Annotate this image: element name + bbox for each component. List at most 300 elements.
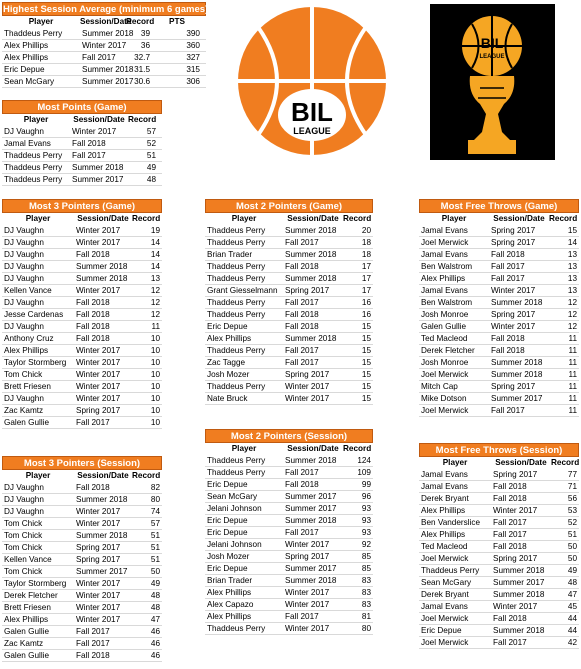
record-cell: 12	[567, 298, 577, 307]
session-cell: Summer 2018	[82, 65, 134, 74]
player-cell: Thaddeus Perry	[207, 226, 266, 235]
record-cell: 96	[361, 492, 371, 501]
player-cell: Tom Chick	[4, 543, 43, 552]
player-cell: Alex Phillips	[4, 615, 49, 624]
record-cell: 52	[567, 518, 577, 527]
player-cell: Thaddeus Perry	[207, 238, 266, 247]
record-cell: 52	[146, 139, 156, 148]
record-cell: 93	[361, 504, 371, 513]
table-row	[205, 381, 373, 393]
session-cell: Fall 2018	[72, 139, 106, 148]
table-row	[205, 563, 373, 575]
table-row	[2, 225, 162, 237]
table-row	[419, 541, 579, 553]
session-cell: Fall 2017	[491, 274, 525, 283]
table-row	[419, 237, 579, 249]
player-cell: Zac Kamtz	[4, 406, 44, 415]
table-row	[419, 405, 579, 417]
player-cell: Derek Fletcher	[421, 346, 475, 355]
record-cell: 80	[150, 495, 160, 504]
table-row	[419, 393, 579, 405]
record-cell: 81	[361, 612, 371, 621]
player-cell: Alex Phillips	[421, 530, 466, 539]
column-header: Player	[231, 214, 257, 223]
record-cell: 15	[361, 334, 371, 343]
session-cell: Summer 2018	[72, 163, 124, 172]
session-cell: Spring 2017	[285, 552, 330, 561]
ball-logo-text: BIL	[291, 97, 333, 127]
record-cell: 48	[150, 591, 160, 600]
player-cell: DJ Vaughn	[4, 495, 44, 504]
record-cell: 32.7	[134, 53, 150, 62]
record-cell: 44	[567, 614, 577, 623]
table-row	[2, 417, 162, 429]
table-row	[419, 529, 579, 541]
table-row	[2, 345, 162, 357]
player-cell: Thaddeus Perry	[4, 151, 63, 160]
session-cell: Winter 2017	[491, 286, 536, 295]
session-cell: Fall 2018	[493, 614, 527, 623]
session-cell: Fall 2018	[285, 310, 319, 319]
record-cell: 13	[567, 286, 577, 295]
table-row	[205, 503, 373, 515]
trophy-logo-subtext: LEAGUE	[479, 54, 505, 60]
record-cell: 11	[568, 346, 577, 355]
player-cell: Sean McGary	[207, 492, 258, 501]
player-cell: DJ Vaughn	[4, 274, 44, 283]
table-row	[2, 405, 162, 417]
table-title: Most 2 Pointers (Session)	[205, 429, 373, 443]
player-cell: Alex Phillips	[207, 588, 252, 597]
session-cell: Fall 2018	[491, 334, 525, 343]
table-row	[2, 333, 162, 345]
player-cell: Derek Bryant	[421, 590, 469, 599]
session-cell: Fall 2018	[76, 651, 110, 660]
player-cell: Grant Giesselmann	[207, 286, 278, 295]
session-cell: Fall 2018	[285, 322, 319, 331]
player-cell: Taylor Stormberg	[4, 358, 67, 367]
record-cell: 83	[361, 588, 371, 597]
table-row	[419, 613, 579, 625]
table-row	[2, 64, 206, 76]
player-cell: Thaddeus Perry	[207, 310, 266, 319]
record-cell: 109	[357, 468, 371, 477]
table-title: Most 2 Pointers (Game)	[205, 199, 373, 213]
player-cell: Joel Merwick	[421, 554, 469, 563]
session-cell: Spring 2017	[76, 406, 121, 415]
record-cell: 93	[361, 528, 371, 537]
bil-basketball-logo	[236, 5, 388, 157]
table-row	[419, 285, 579, 297]
player-cell: Ben Walstrom	[421, 262, 473, 271]
table-header-row	[205, 443, 373, 455]
column-header: Player	[25, 214, 51, 223]
record-cell: 51	[567, 530, 577, 539]
record-cell: 10	[150, 382, 160, 391]
player-cell: Eric Depue	[4, 65, 45, 74]
session-cell: Fall 2017	[285, 612, 319, 621]
table-row	[205, 551, 373, 563]
record-cell: 92	[361, 540, 371, 549]
table-row	[419, 321, 579, 333]
table-row	[2, 126, 162, 138]
record-cell: 10	[150, 370, 160, 379]
session-cell: Winter 2017	[493, 506, 538, 515]
record-cell: 85	[361, 564, 371, 573]
column-header: Session/Date	[73, 115, 125, 124]
table-row	[2, 590, 162, 602]
table-row	[2, 578, 162, 590]
session-cell: Fall 2017	[285, 468, 319, 477]
record-cell: 57	[150, 519, 160, 528]
record-cell: 45	[567, 602, 577, 611]
session-cell: Fall 2018	[76, 310, 110, 319]
session-cell: Spring 2017	[285, 286, 330, 295]
session-cell: Summer 2017	[76, 567, 128, 576]
table-title: Most 3 Pointers (Game)	[2, 199, 162, 213]
session-cell: Winter 2017	[76, 507, 121, 516]
record-cell: 11	[568, 334, 577, 343]
table-row	[2, 369, 162, 381]
table-row	[205, 611, 373, 623]
record-cell: 80	[361, 624, 371, 633]
table-most-2-pointers-game	[205, 199, 373, 405]
session-cell: Fall 2017	[493, 518, 527, 527]
table-header-row	[2, 470, 162, 482]
table-row	[2, 393, 162, 405]
player-cell: Alex Phillips	[207, 612, 252, 621]
column-header: Player	[442, 458, 468, 467]
player-cell: Joel Merwick	[421, 638, 469, 647]
session-cell: Fall 2017	[493, 638, 527, 647]
session-cell: Fall 2017	[72, 151, 106, 160]
player-cell: DJ Vaughn	[4, 322, 44, 331]
player-cell: Zac Kamtz	[4, 639, 44, 648]
session-cell: Winter 2017	[285, 540, 330, 549]
column-header: Session/Date	[77, 471, 129, 480]
player-cell: Josh Monroe	[421, 310, 469, 319]
session-cell: Summer 2018	[285, 456, 337, 465]
table-row	[205, 527, 373, 539]
table-row	[2, 273, 162, 285]
table-row	[2, 542, 162, 554]
player-cell: Taylor Stormberg	[4, 579, 67, 588]
record-cell: 15	[361, 346, 371, 355]
session-cell: Spring 2017	[493, 470, 538, 479]
record-cell: 15	[361, 394, 371, 403]
table-row	[419, 225, 579, 237]
session-cell: Summer 2018	[76, 495, 128, 504]
player-cell: Galen Gullie	[4, 418, 50, 427]
record-cell: 48	[150, 603, 160, 612]
record-cell: 20	[361, 226, 371, 235]
record-cell: 30.6	[134, 77, 150, 86]
record-cell: 15	[567, 226, 577, 235]
table-row	[2, 321, 162, 333]
table-row	[419, 493, 579, 505]
player-cell: DJ Vaughn	[4, 394, 44, 403]
player-cell: Josh Monroe	[421, 358, 469, 367]
session-cell: Spring 2017	[491, 238, 536, 247]
record-cell: 14	[567, 238, 577, 247]
record-cell: 93	[361, 516, 371, 525]
player-cell: Thaddeus Perry	[207, 274, 266, 283]
column-header: Player	[441, 214, 467, 223]
session-cell: Summer 2017	[82, 77, 134, 86]
record-cell: 51	[150, 543, 160, 552]
session-cell: Fall 2018	[491, 250, 525, 259]
record-cell: 10	[150, 334, 160, 343]
session-cell: Winter 2017	[76, 615, 121, 624]
table-row	[419, 345, 579, 357]
table-row	[2, 261, 162, 273]
record-cell: 18	[361, 250, 371, 259]
table-most-2-pointers-session	[205, 429, 373, 635]
record-cell: 13	[567, 262, 577, 271]
record-cell: 99	[361, 480, 371, 489]
record-cell: 11	[568, 358, 577, 367]
record-cell: 57	[146, 127, 156, 136]
table-row	[2, 566, 162, 578]
record-cell: 83	[361, 576, 371, 585]
player-cell: Eric Depue	[207, 480, 248, 489]
table-row	[2, 626, 162, 638]
player-cell: Alex Phillips	[207, 334, 252, 343]
table-row	[205, 357, 373, 369]
record-cell: 51	[150, 531, 160, 540]
table-row	[205, 297, 373, 309]
session-cell: Winter 2017	[76, 591, 121, 600]
record-cell: 13	[567, 274, 577, 283]
session-cell: Fall 2017	[491, 406, 525, 415]
record-cell: 315	[186, 65, 200, 74]
column-header: Player	[25, 471, 51, 480]
table-row	[419, 261, 579, 273]
table-row	[419, 481, 579, 493]
session-cell: Summer 2018	[285, 334, 337, 343]
session-cell: Fall 2017	[285, 528, 319, 537]
column-header: Session/Date	[80, 17, 132, 26]
table-row	[2, 602, 162, 614]
column-header: Session/Date	[495, 458, 547, 467]
table-row	[205, 575, 373, 587]
session-cell: Fall 2017	[285, 346, 319, 355]
session-cell: Winter 2017	[82, 41, 127, 50]
table-header-row	[205, 213, 373, 225]
record-cell: 15	[361, 358, 371, 367]
table-row	[419, 297, 579, 309]
session-cell: Summer 2018	[491, 298, 543, 307]
table-row	[2, 357, 162, 369]
record-cell: 16	[361, 310, 371, 319]
player-cell: Jamal Evans	[4, 139, 51, 148]
column-header: Player	[23, 115, 49, 124]
column-header: Session/Date	[77, 214, 129, 223]
table-row	[2, 506, 162, 518]
player-cell: Joel Merwick	[421, 370, 469, 379]
player-cell: DJ Vaughn	[4, 238, 44, 247]
player-cell: Thaddeus Perry	[207, 346, 266, 355]
session-cell: Fall 2017	[76, 627, 110, 636]
record-cell: 14	[150, 250, 160, 259]
session-cell: Fall 2017	[285, 238, 319, 247]
table-row	[2, 162, 162, 174]
player-cell: Jamal Evans	[421, 250, 468, 259]
table-row	[205, 369, 373, 381]
table-most-3-pointers-game	[2, 199, 162, 429]
table-title: Most 3 Pointers (Session)	[2, 456, 162, 470]
record-cell: 13	[567, 250, 577, 259]
player-cell: Nate Bruck	[207, 394, 248, 403]
session-cell: Spring 2017	[491, 310, 536, 319]
session-cell: Winter 2017	[76, 226, 121, 235]
table-row	[2, 76, 206, 88]
player-cell: Mike Dotson	[421, 394, 467, 403]
player-cell: Alex Phillips	[4, 41, 49, 50]
table-row	[419, 381, 579, 393]
table-row	[2, 138, 162, 150]
session-cell: Spring 2017	[76, 543, 121, 552]
session-cell: Summer 2018	[285, 516, 337, 525]
record-cell: 12	[150, 286, 160, 295]
session-cell: Summer 2017	[285, 564, 337, 573]
table-row	[419, 601, 579, 613]
player-cell: Sean McGary	[4, 77, 55, 86]
record-cell: 36	[140, 41, 150, 50]
table-row	[2, 285, 162, 297]
session-cell: Winter 2017	[285, 382, 330, 391]
player-cell: Eric Depue	[421, 626, 462, 635]
player-cell: Thaddeus Perry	[4, 175, 63, 184]
player-cell: Thaddeus Perry	[207, 624, 266, 633]
record-cell: 77	[567, 470, 577, 479]
table-row	[2, 297, 162, 309]
record-cell: 85	[361, 552, 371, 561]
table-header-row	[419, 457, 579, 469]
table-row	[205, 467, 373, 479]
session-cell: Winter 2017	[491, 322, 536, 331]
player-cell: Tom Chick	[4, 567, 43, 576]
table-row	[205, 539, 373, 551]
player-cell: Jamal Evans	[421, 226, 468, 235]
table-row	[205, 345, 373, 357]
table-row	[205, 249, 373, 261]
record-cell: 18	[361, 238, 371, 247]
record-cell: 11	[568, 406, 577, 415]
player-cell: Thaddeus Perry	[4, 163, 63, 172]
column-header: Session/Date	[287, 214, 339, 223]
player-cell: Thaddeus Perry	[207, 456, 266, 465]
player-cell: Sean McGary	[421, 578, 472, 587]
session-cell: Fall 2017	[491, 262, 525, 271]
session-cell: Summer 2018	[285, 274, 337, 283]
table-row	[419, 553, 579, 565]
record-cell: 12	[567, 310, 577, 319]
session-cell: Winter 2017	[76, 358, 121, 367]
session-cell: Spring 2017	[285, 370, 330, 379]
record-cell: 124	[357, 456, 371, 465]
record-cell: 71	[567, 482, 577, 491]
column-header: Record	[551, 458, 580, 467]
session-cell: Fall 2017	[76, 639, 110, 648]
session-cell: Winter 2017	[76, 370, 121, 379]
session-cell: Winter 2017	[72, 127, 117, 136]
session-cell: Fall 2018	[493, 482, 527, 491]
player-cell: Galen Gullie	[4, 627, 50, 636]
session-cell: Summer 2018	[285, 576, 337, 585]
player-cell: Jelani Johnson	[207, 504, 262, 513]
session-cell: Fall 2017	[285, 298, 319, 307]
session-cell: Fall 2018	[76, 250, 110, 259]
table-row	[205, 309, 373, 321]
table-title: Highest Session Average (minimum 6 games)	[3, 4, 209, 15]
record-cell: 14	[150, 238, 160, 247]
player-cell: Anthony Cruz	[4, 334, 54, 343]
record-cell: 46	[150, 651, 160, 660]
player-cell: Josh Mozer	[207, 370, 250, 379]
player-cell: Ted Macleod	[421, 334, 468, 343]
session-cell: Summer 2018	[76, 262, 128, 271]
session-cell: Summer 2018	[493, 590, 545, 599]
record-cell: 51	[146, 151, 156, 160]
player-cell: Jamal Evans	[421, 470, 468, 479]
player-cell: Brian Trader	[207, 250, 253, 259]
table-row	[419, 565, 579, 577]
table-row	[419, 637, 579, 649]
table-row	[2, 381, 162, 393]
player-cell: Jesse Cardenas	[4, 310, 64, 319]
table-row	[205, 479, 373, 491]
session-cell: Winter 2017	[285, 588, 330, 597]
record-cell: 46	[150, 627, 160, 636]
player-cell: Eric Depue	[207, 322, 248, 331]
record-cell: 17	[361, 262, 371, 271]
player-cell: Eric Depue	[207, 528, 248, 537]
table-row	[2, 530, 162, 542]
record-cell: 42	[567, 638, 577, 647]
table-most-points-game	[2, 100, 162, 186]
session-cell: Summer 2017	[285, 504, 337, 513]
table-most-free-throws-session	[419, 443, 579, 649]
column-header: Player	[231, 444, 257, 453]
session-cell: Summer 2017	[491, 394, 543, 403]
record-cell: 390	[186, 29, 200, 38]
table-most-free-throws-game	[419, 199, 579, 417]
player-cell: DJ Vaughn	[4, 127, 44, 136]
session-cell: Summer 2018	[491, 358, 543, 367]
table-header-row	[2, 213, 162, 225]
column-header: Record	[343, 444, 372, 453]
record-cell: 56	[567, 494, 577, 503]
table-row	[205, 623, 373, 635]
record-cell: 19	[150, 226, 160, 235]
record-cell: 74	[150, 507, 160, 516]
record-cell: 53	[567, 506, 577, 515]
ball-logo-subtext: LEAGUE	[293, 126, 331, 136]
player-cell: Tom Chick	[4, 531, 43, 540]
session-cell: Winter 2017	[76, 603, 121, 612]
session-cell: Summer 2018	[285, 250, 337, 259]
session-cell: Fall 2018	[76, 334, 110, 343]
record-cell: 83	[361, 600, 371, 609]
table-row	[2, 494, 162, 506]
player-cell: Tom Chick	[4, 370, 43, 379]
record-cell: 13	[150, 274, 160, 283]
player-cell: Joel Merwick	[421, 238, 469, 247]
record-cell: 50	[150, 567, 160, 576]
player-cell: Ben Walstrom	[421, 298, 473, 307]
table-header-row	[419, 213, 579, 225]
